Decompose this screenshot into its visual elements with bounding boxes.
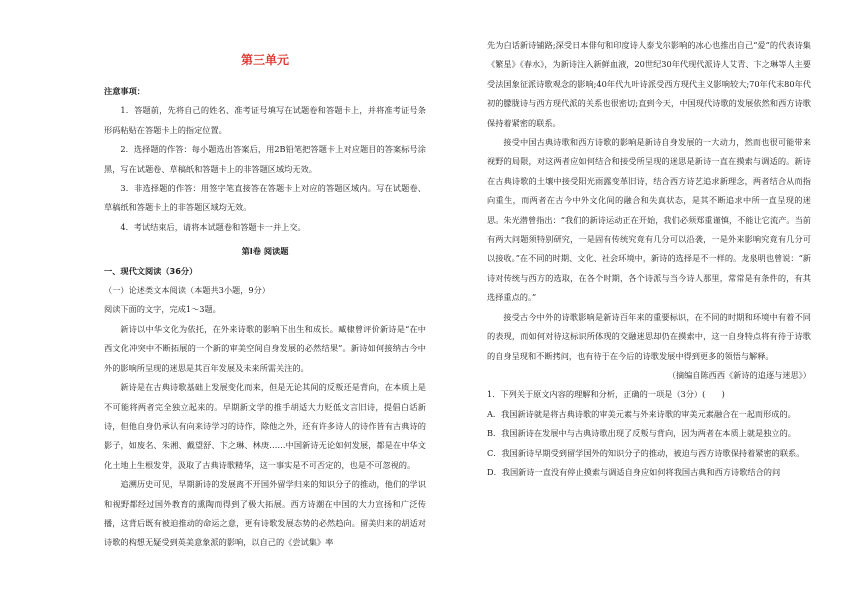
notice-item: 2．选择题的作答：每小题选出答案后，用2B铅笔把答题卡上对应题目的答案标号涂黑，写在试题卷、草稿纸和答题卡上的非答题区域均无效。	[104, 144, 426, 174]
passage-source: （摘编自陈西西《新诗的追逐与迷思》）	[667, 369, 811, 380]
right-column	[487, 36, 811, 482]
question-option-b: B．我国新诗在发展中与古典诗歌出现了反叛与背向，因为两者在本质上就是独立的。	[487, 428, 796, 439]
passage-paragraph: 接受古今中外的诗歌影响是新诗百年来的重要标识，在不同的时期和环境中有着不同的表现，而如何对待这标识所体现的交融迷思却仍在摸索中，这一自身特点将有待于诗歌的自身呈现和不断拷问，也有待于在今后的诗歌发展中得到更多的领悟与解释。	[487, 311, 811, 361]
passage-paragraph: 新诗是在古典诗歌基础上发展变化而来，但是无论其间的反叛还是背向，在本质上是不可能将两者完全独立起来的。早期新文学的推手胡适大力贬低文言旧诗，提倡白话新诗，但他自身仍承认有向来诗学习的诗作，除他之外，还有许多诗人的诗作皆有古典诗的影子，如废名、朱湘、戴望舒、卞之琳、林庚……中国新诗无论如何发展，都是在中华文化土地上生根发芽，汲取了古典诗歌精华，这一事实是不可否定的，也是不可忽视的。	[104, 382, 426, 470]
notice-item: 1．答题前，先将自己的姓名、准考证号填写在试题卷和答题卡上，并将准考证号条形码粘贴在答题卡上的指定位置。	[104, 105, 426, 135]
section-title: 一、现代文阅读（36分）	[104, 265, 198, 276]
passage-paragraph: 先为白话新诗铺路;深受日本俳句和印度诗人泰戈尔影响的冰心也推出自己“爱”的代表诗集《繁星》《春水》，为新诗注入新鲜血液，20世纪30年代现代派诗人艾青、卞之琳等人主要受法国象征派诗歌观念的影响;40年代九叶诗派受西方现代主义影响较大;70年代末80年代初的朦胧诗与西方现代派的关系也很密切;直到今天，中国现代诗歌的发展依然和西方诗歌保持着紧密的联系。	[487, 40, 811, 128]
question-option-a: A．我国新诗就是将古典诗歌的审美元素与外来诗歌的审美元素融合在一起而形成的。	[487, 408, 796, 419]
volume-title: 第Ⅰ卷 阅读题	[241, 246, 289, 257]
notice-item: 3．非选择题的作答：用签字笔直接答在答题卡上对应的答题区域内。写在试题卷、草稿纸和答题卡上的非答题区域均无效。	[104, 183, 426, 213]
passage-paragraph: 追溯历史可见，早期新诗的发展离不开国外留学归来的知识分子的推动，他们的学识和视野都经过国外教育的熏陶而得到了极大拓展。西方诗潮在中国的大力宣扬和广泛传播，这背后既有被迫推动的命运之意，更有诗歌发展态势的必然趋向。留美归来的胡适对诗歌的构想无疑受到英美意象派的影响，以自己的《尝试集》率	[104, 479, 426, 548]
reading-instruction: 阅读下面的文字，完成1～3题。	[104, 304, 221, 315]
subsection-title: （一）论述类文本阅读（本题共3小题，9分）	[104, 285, 270, 296]
question-option-d: D．我国新诗一直没有停止摸索与调适自身应如何将我国古典和西方诗歌结合的问	[487, 466, 781, 477]
left-column	[104, 52, 426, 553]
notice-heading: 注意事项：	[104, 86, 145, 96]
question-option-c: C．我国新诗早期受到留学国外的知识分子的推动，被迫与西方诗歌保持着紧密的联系。	[487, 447, 805, 458]
notice-item: 4．考试结束后，请将本试题卷和答题卡一并上交。	[120, 221, 306, 232]
unit-title: 第三单元	[240, 53, 289, 67]
passage-paragraph: 接受中国古典诗歌和西方诗歌的影响是新诗自身发展的一大动力，然而也很可能带来视野的局限，对这两者应如何结合和接受所呈现的迷思是新诗一直在摸索与调适的。新诗在古典诗歌的土壤中接受阳光雨露变革旧诗，结合西方诗艺追求新理念，两者结合从而指向重生，而两者在古今中外文化间的融合和失真状态，是其不断追求中所一直呈现的迷思。朱光潜曾指出：“我们的新诗运动正在开始，我们必须郑重谨慎，不能让它流产。当前有两大问题须特别研究，一是固有传统究竟有几分可以沿袭，一是外来影响究竟有几分可以接收。”在不同的时期、文化、社会环境中，新诗的选择是不一样的。龙泉明也曾说：“新诗对传统与西方的选取，在各个时期，各个诗派与当今诗人那里，常常是有条件的，有其选择重点的。”	[487, 137, 811, 303]
passage-paragraph: 新诗以中华文化为依托，在外来诗歌的影响下出生和成长。臧棣曾评价新诗是“在中西文化冲突中不断拓展的一个新的审美空间自身发展的必然结果”。新诗如何接纳古今中外的影响所呈现的迷思是其百年发展及未来所需关注的。	[104, 323, 426, 373]
question-stem: 1．下列关于原文内容的理解和分析，正确的一项是（3分）( )	[487, 389, 725, 400]
